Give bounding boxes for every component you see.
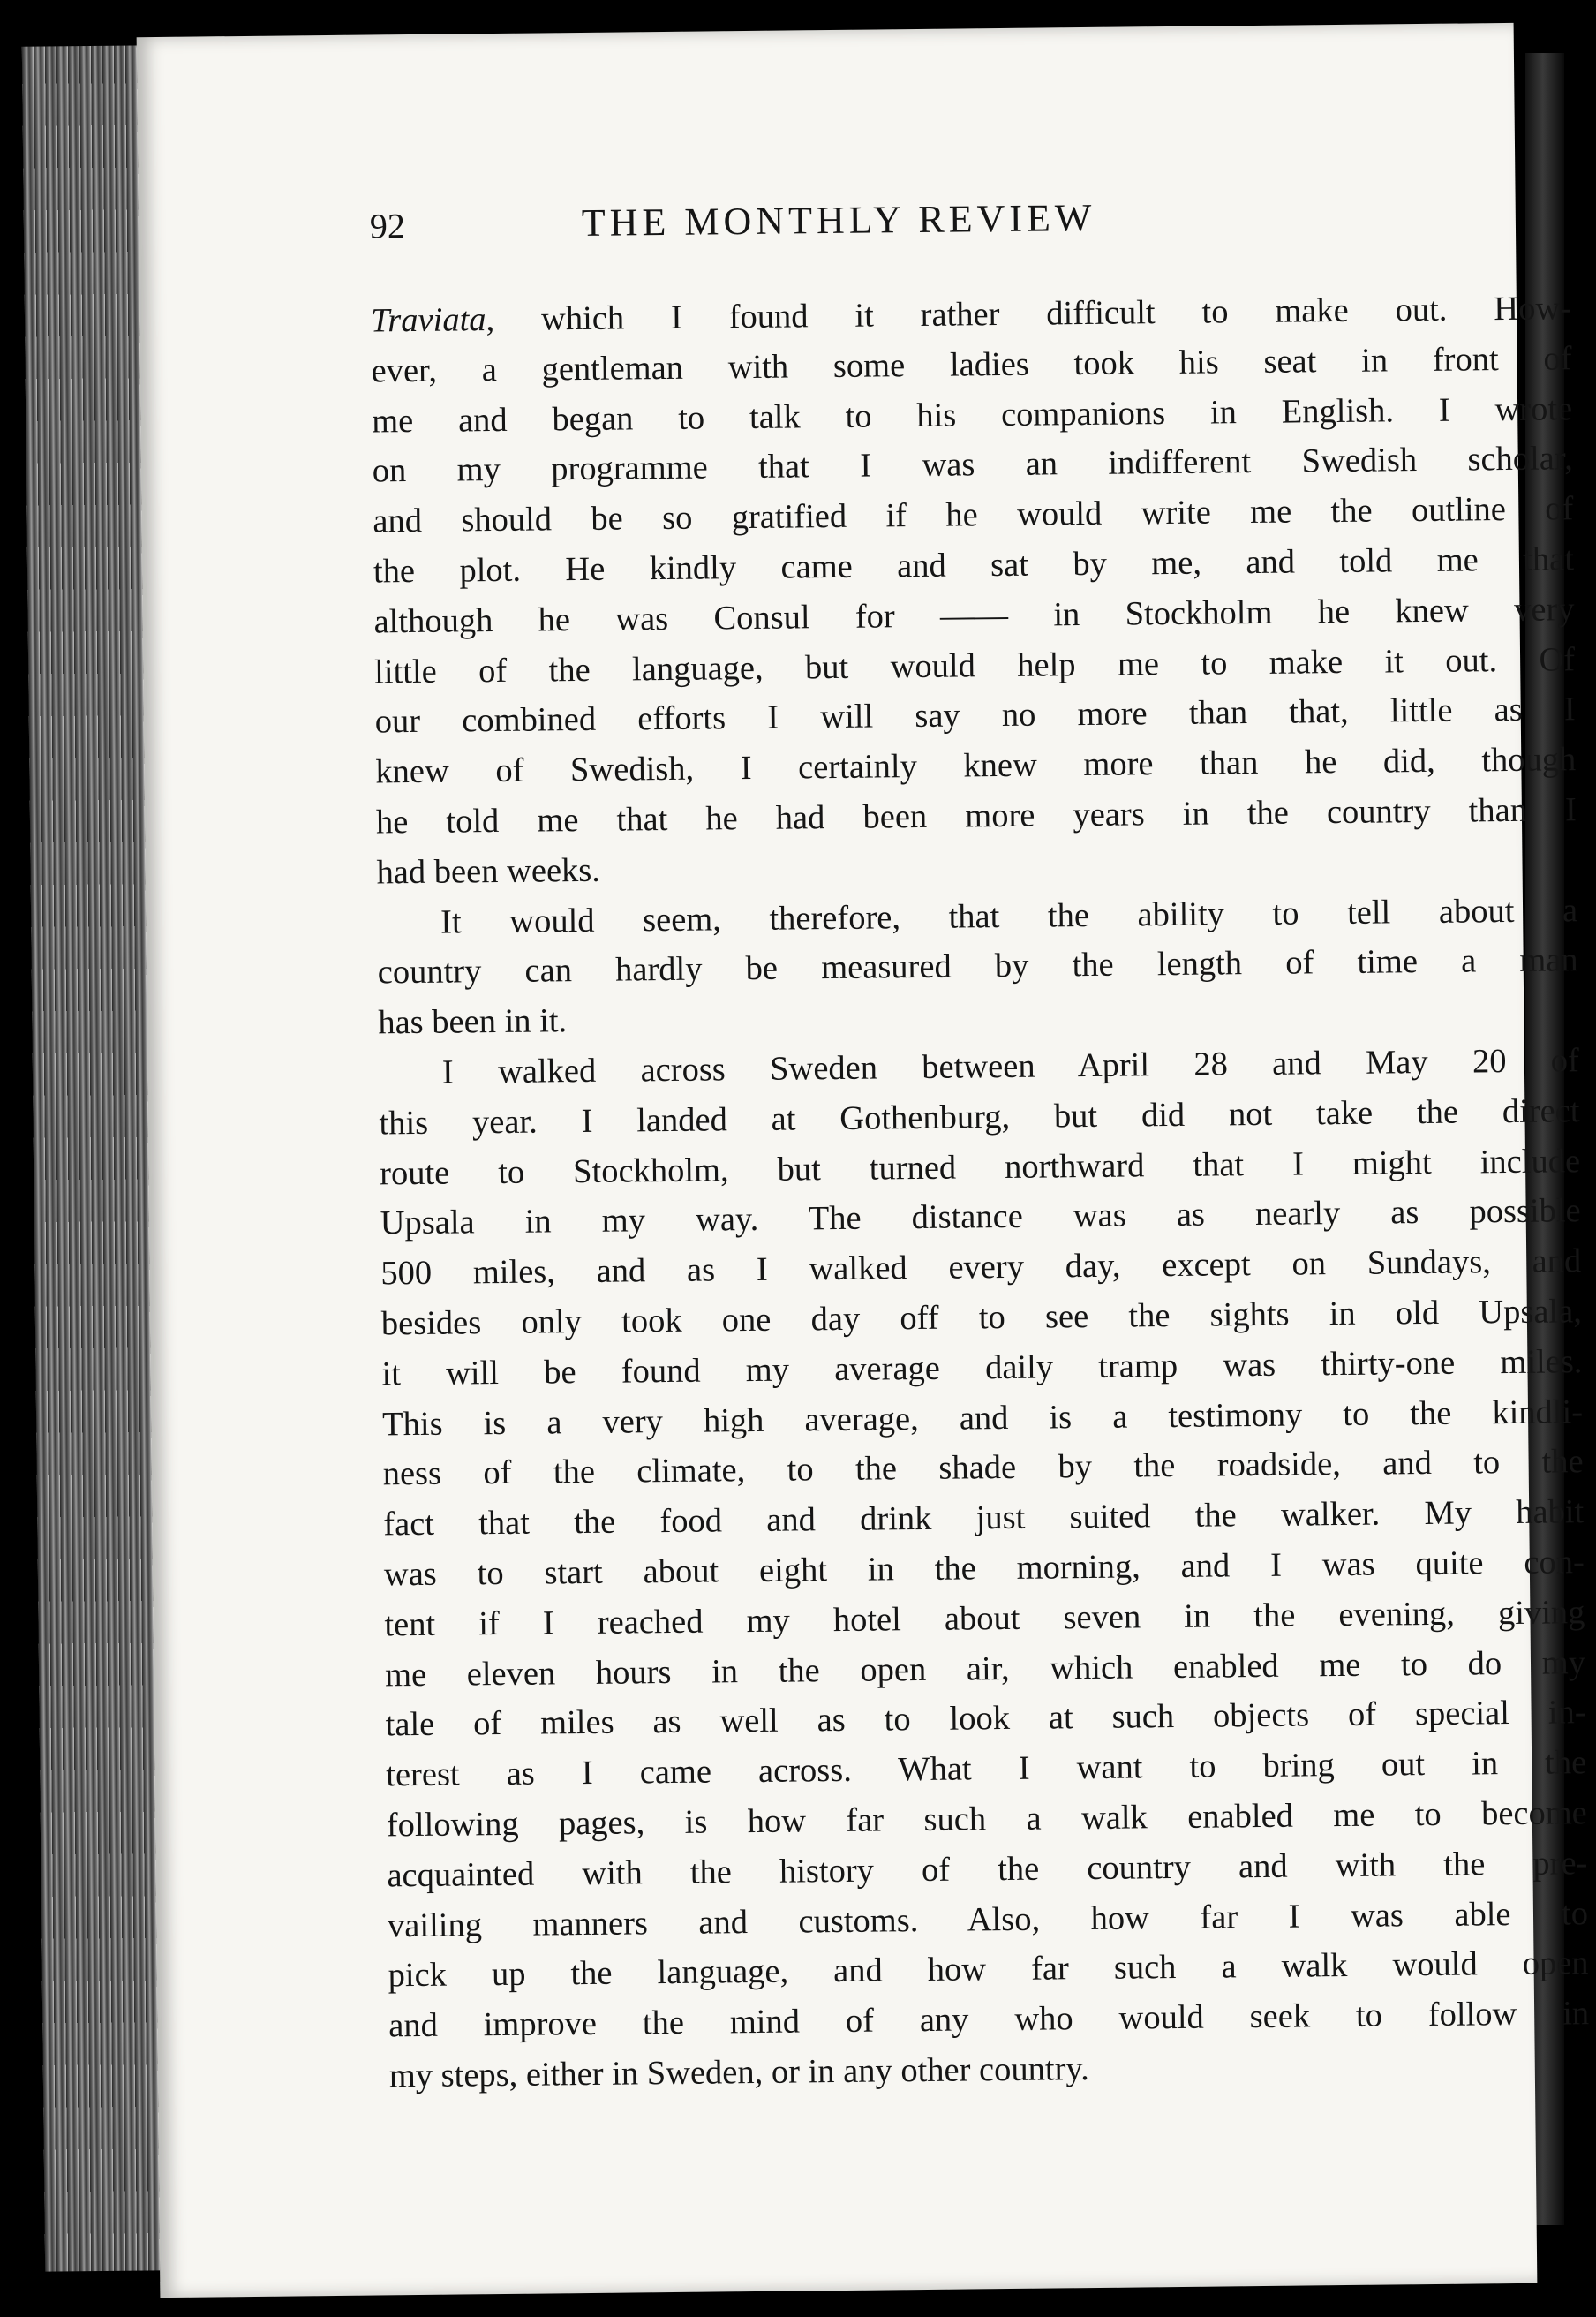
text-line: it will be found my average daily tramp was thirty-one miles.	[381, 1342, 1583, 1393]
text-line: route to Stockholm, but turned northward that I might include	[379, 1142, 1581, 1192]
text-line: the plot. He kindly came and sat by me, and told me that	[373, 540, 1575, 591]
running-head	[370, 190, 1571, 291]
body-text	[371, 283, 1590, 2102]
text-line: little of the language, but would help me to make it out. Of	[373, 640, 1576, 691]
text-line: was to start about eight in the morning, and I was quite con-	[383, 1543, 1585, 1594]
text-line: Traviata, which I found it rather difficult to make out. How-	[370, 290, 1572, 340]
text-line: me eleven hours in the open air, which enabled me to do my	[384, 1643, 1586, 1694]
text-line: country can hardly be measured by the length of time a man	[377, 941, 1578, 992]
page-number: 92	[369, 206, 406, 246]
text-line: had been weeks.	[376, 851, 601, 892]
text-line: 500 miles, and as I walked every day, except on Sundays, and	[380, 1242, 1582, 1293]
text-line: besides only took one day off to see the sights in old Upsala,	[380, 1293, 1583, 1343]
text-line: fact that the food and drink just suited the walker. My habit	[383, 1493, 1585, 1543]
text-line: and should be so gratified if he would write me the outline of	[373, 490, 1574, 540]
text-line: my steps, either in Sweden, or in any other country.	[388, 2049, 1090, 2095]
text-line: vailing manners and customs. Also, how far I was able to	[387, 1894, 1589, 1944]
text-line: following pages, is how far such a walk enabled me to become	[386, 1794, 1588, 1845]
paragraph	[371, 283, 1577, 898]
text-line: terest as I came across. What I want to bring out in the	[386, 1744, 1587, 1794]
italic-title-word: Traviata	[370, 301, 486, 340]
text-line: tale of miles as well as to look at such objects of special in-	[385, 1694, 1586, 1744]
text-line: knew of Swedish, I certainly knew more than he did, though	[375, 741, 1577, 791]
text-line: and improve the mind of any who would seek to follow in	[388, 1995, 1590, 2045]
text-line: acquainted with the history of the country and with the pre-	[387, 1844, 1588, 1895]
text-line: although he was Consul for —— in Stockholm he knew very	[373, 590, 1575, 641]
paragraph	[379, 1036, 1590, 2102]
text-block	[370, 190, 1590, 2102]
journal-title: THE MONTHLY REVIEW	[581, 195, 1096, 245]
text-line: I walked across Sweden between April 28 and May 20 of	[441, 1042, 1580, 1091]
text-line: this year. I landed at Gothenburg, but did not take the direct	[379, 1091, 1580, 1143]
book-page	[137, 23, 1590, 2298]
text-line: our combined efforts I will say no more than that, little as I	[374, 691, 1576, 741]
text-line: It would seem, therefore, that the ability to tell about a	[440, 891, 1578, 941]
text-line: on my programme that I was an indifferent Swedish scholar,	[372, 440, 1573, 490]
text-line: tent if I reached my hotel about seven in the evening, giving	[384, 1593, 1585, 1644]
text-line: has been in it.	[378, 1002, 568, 1042]
text-line: ever, a gentleman with some ladies took his seat in front of	[371, 340, 1572, 390]
text-line: pick up the language, and how far such a walk would open	[388, 1944, 1589, 1995]
text-line: me and began to talk to his companions in English. I wrote	[371, 389, 1573, 441]
text-line: ness of the climate, to the shade by the roadside, and to the	[382, 1443, 1584, 1493]
text-line: This is a very high average, and is a testimony to the kindli-	[381, 1392, 1584, 1443]
text-line: Upsala in my way. The distance was as nearly as possible	[380, 1192, 1581, 1242]
text-line: he told me that he had been more years in the country than I	[375, 791, 1577, 842]
paragraph	[377, 886, 1579, 1049]
